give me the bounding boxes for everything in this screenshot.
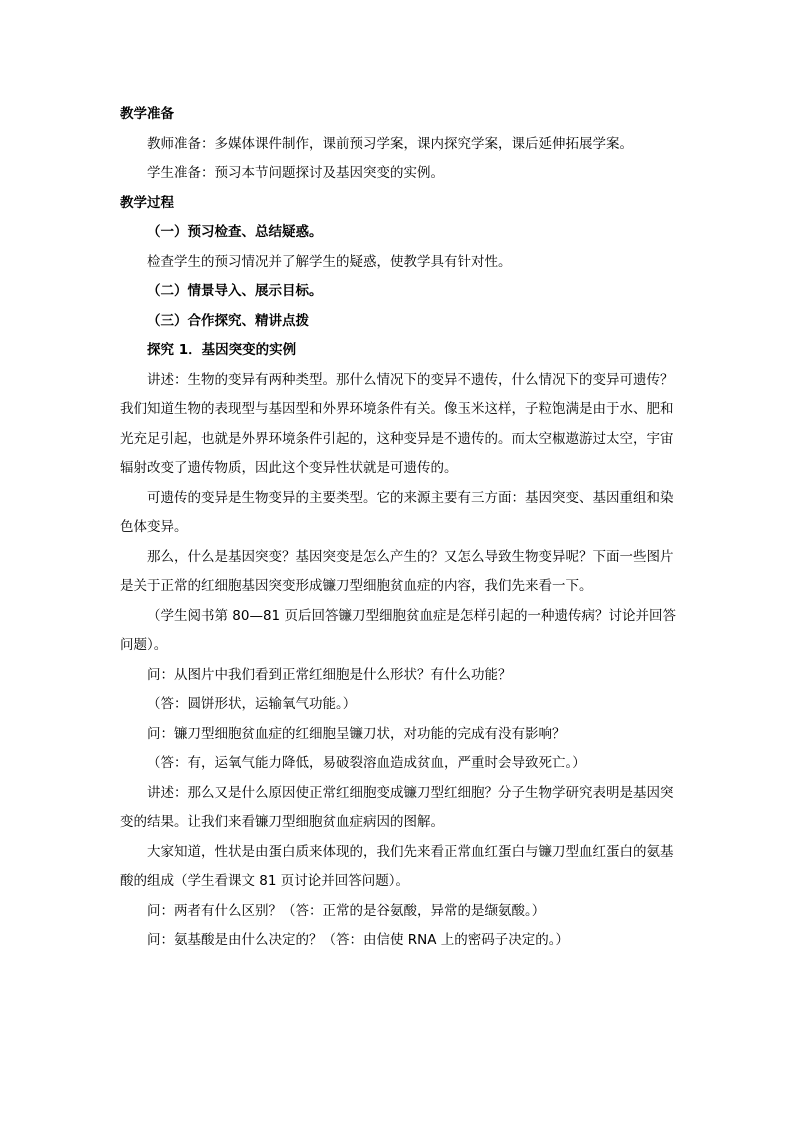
step-2-title: （二）情景导入、展示目标。: [147, 283, 323, 299]
teacher-preparation: 教师准备：多媒体课件制作，课前预习学案，课内探究学案，课后延伸拓展学案。: [147, 135, 633, 152]
answer-1: （答：圆饼形状，运输氧气功能。）: [147, 696, 357, 712]
heading-teaching-preparation: 教学准备: [120, 106, 174, 122]
question-1: 问：从图片中我们看到正常红细胞是什么形状？有什么功能？: [147, 666, 512, 683]
paragraph-6: 大家知道，性状是由蛋白质来体现的，我们先来看正常血红蛋白与镰刀型血红蛋白的氨基酸的组成（学生看课文 81 页讨论并回答问题）。: [120, 843, 674, 889]
question-2: 问：镰刀型细胞贫血症的红细胞呈镰刀状，对功能的完成有没有影响？: [147, 725, 566, 742]
step-1-title: （一）预习检查、总结疑惑。: [147, 224, 323, 240]
step-1-text: 检查学生的预习情况并了解学生的疑惑，使教学具有针对性。: [147, 253, 512, 270]
heading-teaching-process: 教学过程: [120, 194, 174, 211]
student-preparation: 学生准备：预习本节问题探讨及基因突变的实例。: [147, 165, 444, 181]
paragraph-5: 讲述：那么又是什么原因使正常红细胞变成镰刀型红细胞？分子生物学研究表明是基因突变的结果。让我们来看镰刀型细胞贫血症病因的图解。: [120, 784, 674, 830]
document-body: [120, 100, 680, 956]
question-4: 问：氨基酸是由什么决定的？（答：由信使 RNA 上的密码子决定的。）: [147, 932, 570, 948]
paragraph-2: 可遗传的变异是生物变异的主要类型。它的来源主要有三方面：基因突变、基因重组和染色体变异。: [120, 489, 674, 535]
step-3-title: （三）合作探究、精讲点拨: [147, 312, 309, 329]
paragraph-3: 那么，什么是基因突变？基因突变是怎么产生的？又怎么导致生物变异呢？下面一些图片是关于正常的红细胞基因突变形成镰刀型细胞贫血症的内容，我们先来看一下。: [120, 548, 674, 594]
question-3: 问：两者有什么区别？（答：正常的是谷氨酸，异常的是缬氨酸。）: [147, 902, 546, 919]
paragraph-1: 讲述：生物的变异有两种类型。那什么情况下的变异不遗传，什么情况下的变异可遗传？我们知道生物的表现型与基因型和外界环境条件有关。像玉米这样，子粒饱满是由于水、肥和光充足引起，也就是外界环境条件引起的，这种变异是不遗传的。而太空椒遨游过太空，宇宙辐射改变了遗传物质，因此这个变异性状就是可遗传的。: [120, 371, 674, 476]
answer-2: （答：有，运氧气能力降低，易破裂溶血造成贫血，严重时会导致死亡。）: [147, 755, 586, 771]
explore-1-title: 探究 1．基因突变的实例: [147, 342, 297, 358]
paragraph-4: （学生阅书第 80—81 页后回答镰刀型细胞贫血症是怎样引起的一种遗传病？讨论并回答问题）。: [120, 607, 676, 653]
